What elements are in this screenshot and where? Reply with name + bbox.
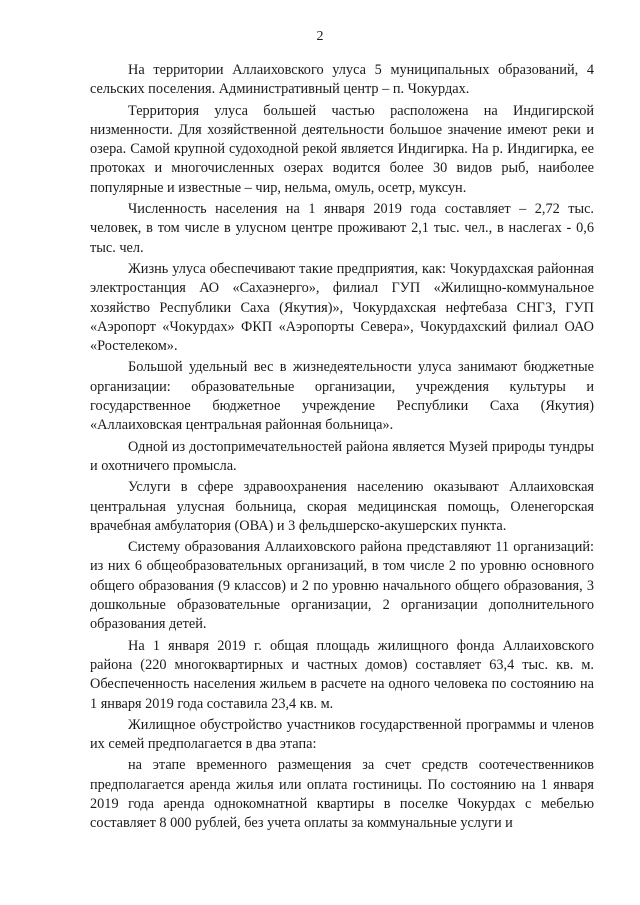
document-body <box>90 61 594 834</box>
paragraph: Одной из достопримечательностей района является Музей природы тундры и охотничего промысла. <box>90 438 594 474</box>
paragraph: Услуги в сфере здравоохранения населению оказывают Аллаиховская центральная улусная больница, скорая медицинская помощь, Оленегорская врачебная амбулатория (ОВА) и 3 фельдшерско-акушерских пункта. <box>90 479 594 534</box>
paragraph: Численность населения на 1 января 2019 года составляет – 2,72 тыс. человек, в том числе в улусном центре проживают 2,1 тыс. чел., в наслегах - 0,6 тыс. чел. <box>90 201 594 256</box>
paragraph: Систему образования Аллаиховского района представляют 11 организаций: из них 6 общеобразовательных организаций, в том числе 2 по уровню основного общего образования (9 классов) и 2 по уровню начального общего образования, 3 дошкольные образовательные организации, 2 организации дополнительного образования детей. <box>90 539 594 633</box>
paragraph: на этапе временного размещения за счет средств соотечественников предполагается аренда жилья или оплата гостиницы. По состоянию на 1 января 2019 года аренда однокомнатной квартиры в поселке Чокурдах с мебелью составляет 8 000 рублей, без учета оплаты за коммунальные услуги и <box>90 757 594 832</box>
paragraph: Жилищное обустройство участников государственной программы и членов их семей предполагается в два этапа: <box>90 716 594 753</box>
paragraph: Жизнь улуса обеспечивают такие предприятия, как: Чокурдахская районная электростанция АО «Сахаэнерго», филиал ГУП «Жилищно-коммунальное хозяйство Республики Саха (Якутия)», Чокурдахская нефтебаза СНГЗ, ГУП «Аэропорт «Чокурдах» ФКП «Аэропорты Севера», Чокурдахский филиал ОАО «Ростелеком». <box>90 260 594 355</box>
paragraph: Территория улуса большей частью расположена на Индигирской низменности. Для хозяйственной деятельности большое значение имеют реки и озера. Самой крупной судоходной рекой является Индигирка. На р. Индигирка, ее протоках и многочисленных озерах водится более 30 видов рыб, наиболее популярные и известные – чир, нельма, омуль, осетр, муксун. <box>90 102 594 196</box>
paragraph: Большой удельный вес в жизнедеятельности улуса занимают бюджетные организации: образовательные организации, учреждения культуры и государственное бюджетное учреждение Республики Саха (Якутия) «Аллаиховская центральная районная больница». <box>90 359 594 434</box>
paragraph: На 1 января 2019 г. общая площадь жилищного фонда Аллаиховского района (220 многоквартирных и частных домов) составляет 63,4 тыс. кв. м. Обеспеченность населения жильем в расчете на одного человека по состоянию на 1 января 2019 года составила 23,4 кв. м. <box>90 637 594 712</box>
paragraph: На территории Аллаиховского улуса 5 муниципальных образований, 4 сельских поселения. Административный центр – п. Чокурдах. <box>90 62 594 98</box>
page-number: 2 <box>316 29 324 44</box>
